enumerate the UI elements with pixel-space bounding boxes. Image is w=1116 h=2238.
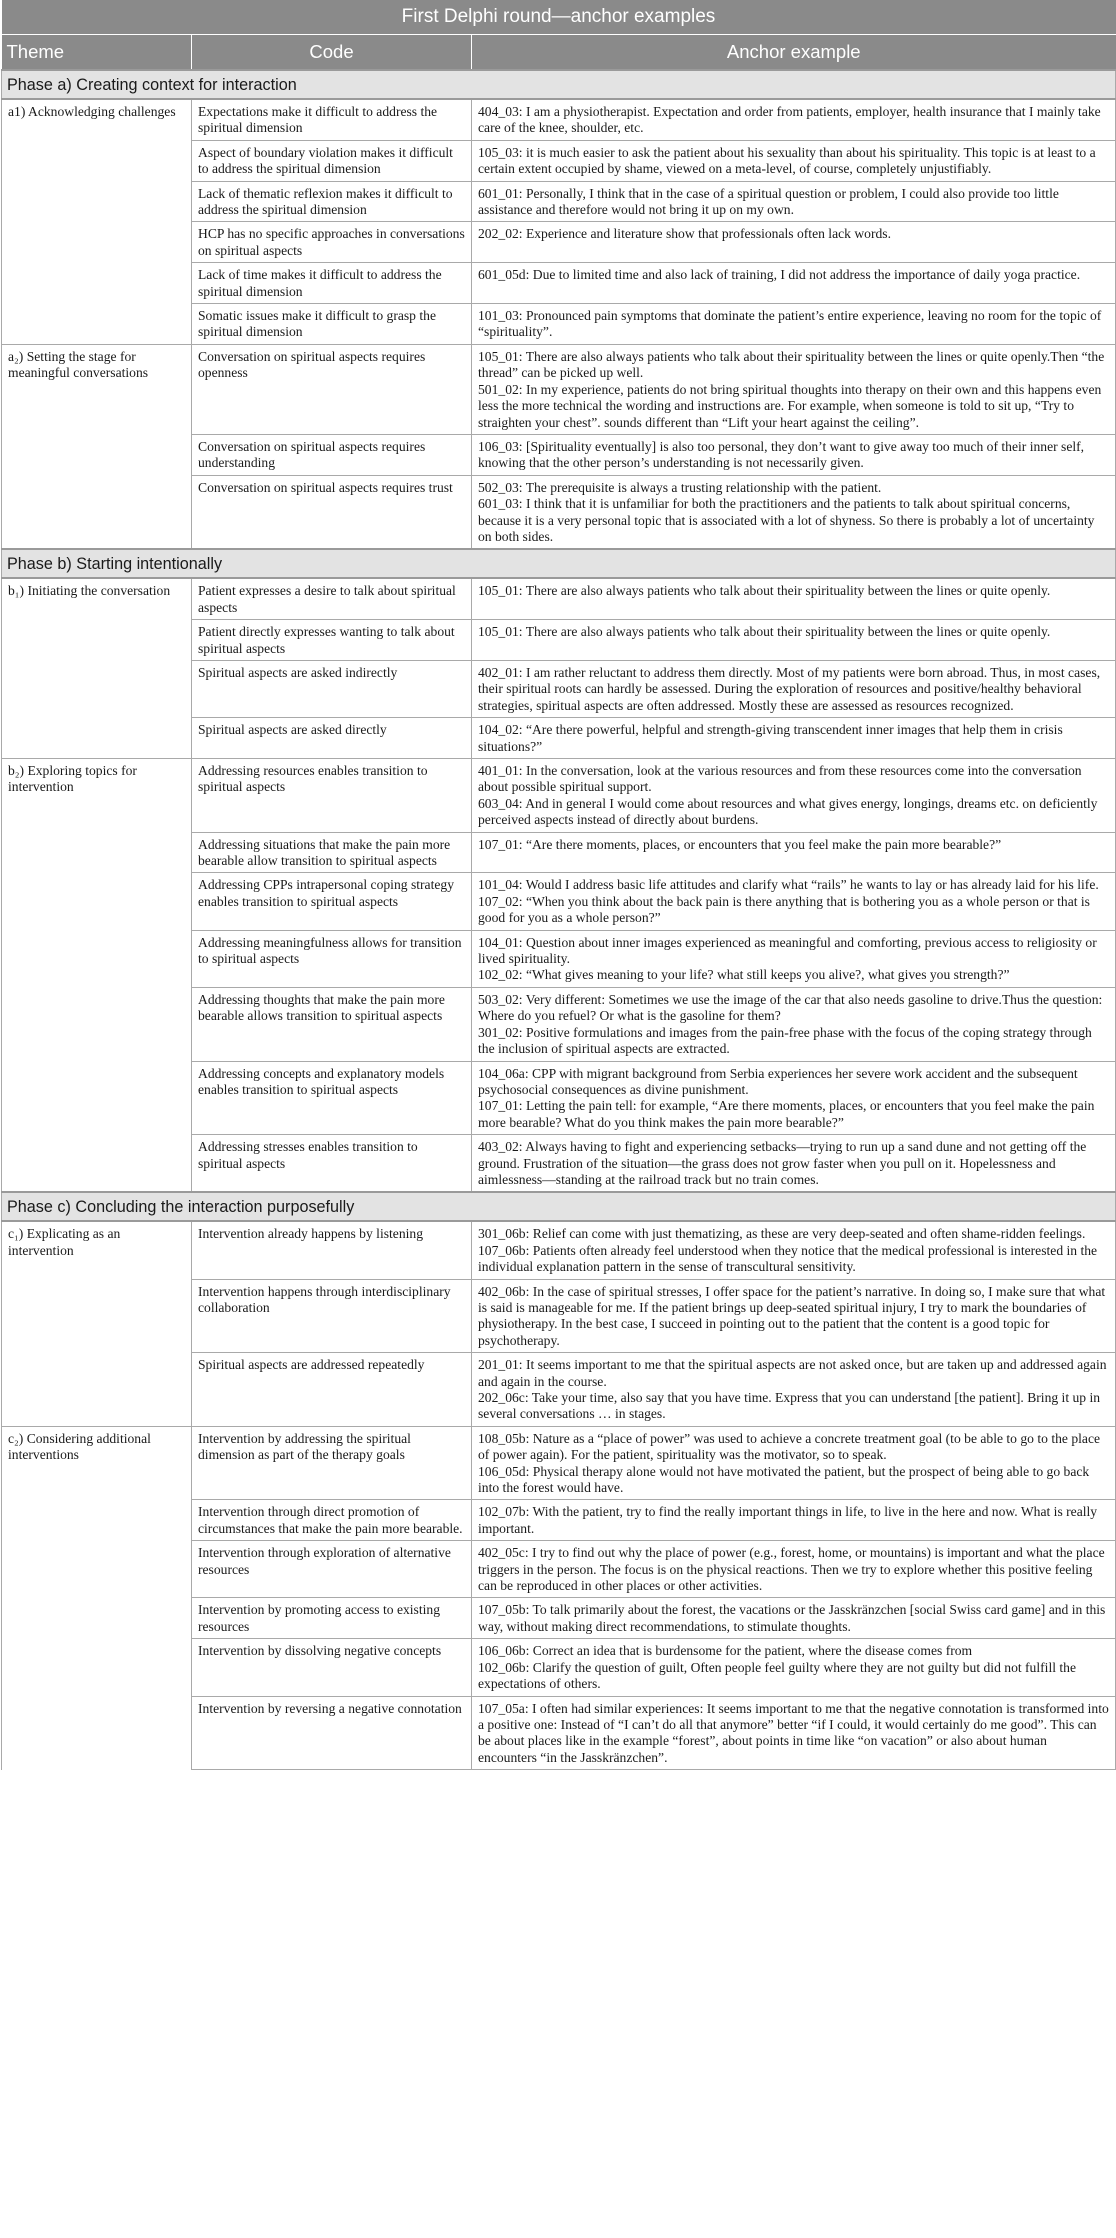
code-cell: Addressing meaningfulness allows for transition to spiritual aspects <box>192 930 472 987</box>
code-cell: HCP has no specific approaches in conversations on spiritual aspects <box>192 222 472 263</box>
anchor-example-text: 202_02: Experience and literature show that professionals often lack words. <box>478 226 891 242</box>
code-cell: Conversation on spiritual aspects requires understanding <box>192 434 472 475</box>
anchor-example-cell <box>472 620 1116 661</box>
table-row <box>2 832 1116 873</box>
table-row <box>2 434 1116 475</box>
code-cell: Lack of time makes it difficult to address the spiritual dimension <box>192 263 472 304</box>
anchor-example-text: 101_03: Pronounced pain symptoms that dominate the patient’s entire experience, leaving no room for the topic of “spirituality”. <box>478 308 1102 340</box>
header-theme: Theme <box>2 35 192 71</box>
table-row <box>2 1061 1116 1135</box>
anchor-example-text: 601_01: Personally, I think that in the case of a spiritual question or problem, I could also provide too little assistance and therefore would not bring it up on my own. <box>478 185 1059 218</box>
theme-cell <box>2 620 192 661</box>
table-row <box>2 578 1116 619</box>
anchor-example-text: 107_05a: I often had similar experiences: It seems important to me that the negative connotation is transformed into a positive one: Instead of “I can’t do all that anymore” better “if I could, it would certainly do me good”. This can be about places like in the example “forest”, about points in time like “on vacation” or also about human encounters “in the Jasskränzchen”. <box>478 1700 1109 1765</box>
anchor-examples-table-container <box>1 0 1115 1770</box>
code-cell: Intervention by addressing the spiritual dimension as part of the therapy goals <box>192 1426 472 1500</box>
anchor-example-text: 107_06b: Patients often already feel understood when they notice that the medical professional is interested in the individual explanation pattern in the sense of transcultural sensitivity. <box>478 1242 1098 1275</box>
anchor-example-text: 402_01: I am rather reluctant to address them directly. Most of my patients were born abroad. Thus, in most cases, their spiritual roots can hardly be assessed. During the exploration of resources and positive/healthy behavioral strategies, spiritual aspects are often addressed. Mostly these are assessed as resources recognized. <box>478 664 1101 713</box>
anchor-example-cell <box>472 873 1116 930</box>
anchor-example-cell <box>472 1426 1116 1500</box>
table-row <box>2 1221 1116 1279</box>
theme-cell: c₁) Explicating as an intervention <box>2 1221 192 1279</box>
table-row <box>2 1279 1116 1353</box>
anchor-example-text: 104_02: “Are there powerful, helpful and strength-giving transcendent inner images that help them in crisis situations?” <box>478 722 1063 754</box>
table-row <box>2 1426 1116 1500</box>
phase-heading: Phase b) Starting intentionally <box>2 549 1116 578</box>
anchor-example-text: 101_04: Would I address basic life attitudes and clarify what “rails” he wants to lay or has already laid for his life. <box>478 877 1099 893</box>
phase-row <box>2 549 1116 578</box>
anchor-example-text: 105_01: There are also always patients who talk about their spirituality between the lines or quite openly.Then “the thread” can be picked up well. <box>478 348 1105 381</box>
table-row <box>2 759 1116 833</box>
anchor-example-text: 106_05d: Physical therapy alone would not have motivated the patient, but the prospect of being able to go back into the forest would have. <box>478 1463 1090 1496</box>
anchor-example-text: 106_06b: Correct an idea that is burdensome for the patient, where the disease comes from <box>478 1643 973 1659</box>
phase-row <box>2 70 1116 99</box>
anchor-example-cell <box>472 99 1116 140</box>
table-row <box>2 181 1116 222</box>
theme-cell <box>2 930 192 987</box>
anchor-example-cell <box>472 1500 1116 1541</box>
header-code: Code <box>192 35 472 71</box>
table-title-row <box>2 0 1116 35</box>
theme-cell <box>2 181 192 222</box>
code-cell: Addressing situations that make the pain more bearable allow transition to spiritual aspects <box>192 832 472 873</box>
table-row <box>2 660 1116 717</box>
anchor-example-text: 105_03: it is much easier to ask the patient about his sexuality than about his spirituality. This topic is at least to a certain extent occupied by shame, viewed on a meta-level, of course, completely unjustifiably. <box>478 144 1096 177</box>
code-cell: Lack of thematic reflexion makes it difficult to address the spiritual dimension <box>192 181 472 222</box>
theme-cell <box>2 1135 192 1193</box>
code-cell: Aspect of boundary violation makes it difficult to address the spiritual dimension <box>192 140 472 181</box>
anchor-example-text: 301_02: Positive formulations and images from the pain-free phase with the focus of the coping strategy through the inclusion of spiritual aspects are extracted. <box>478 1024 1092 1057</box>
anchor-example-text: 401_01: In the conversation, look at the various resources and from these resources come into the conversation about possible spiritual support. <box>478 763 1082 795</box>
anchor-example-cell <box>472 263 1116 304</box>
anchor-examples-table <box>1 0 1116 1770</box>
anchor-example-cell <box>472 140 1116 181</box>
table-row <box>2 718 1116 759</box>
code-cell: Intervention through exploration of alternative resources <box>192 1541 472 1598</box>
table-header-row <box>2 35 1116 71</box>
phase-heading: Phase a) Creating context for interaction <box>2 70 1116 99</box>
code-cell: Somatic issues make it difficult to grasp the spiritual dimension <box>192 304 472 345</box>
anchor-example-text: 108_05b: Nature as a “place of power” was used to achieve a concrete treatment goal (to be able to go to the place of power again). For the patient, spirituality was the motivator, so to speak. <box>478 1430 1101 1463</box>
anchor-example-text: 404_03: I am a physiotherapist. Expectation and order from patients, employer, health insurance that I mainly take care of the knee, shoulder, etc. <box>478 104 1101 136</box>
theme-cell <box>2 660 192 717</box>
anchor-example-cell <box>472 987 1116 1061</box>
anchor-example-text: 107_01: “Are there moments, places, or encounters that you feel make the pain more bearable?” <box>478 836 1002 852</box>
theme-cell: a₂) Setting the stage for meaningful conversations <box>2 344 192 434</box>
theme-cell <box>2 1353 192 1427</box>
theme-cell <box>2 1500 192 1541</box>
code-cell: Intervention by promoting access to existing resources <box>192 1598 472 1639</box>
code-cell: Intervention by reversing a negative connotation <box>192 1696 472 1770</box>
anchor-example-text: 503_02: Very different: Sometimes we use the image of the car that also needs gasoline to drive.Thus the question: Where do you refuel? Or what is the gasoline for them? <box>478 991 1103 1024</box>
theme-cell <box>2 304 192 345</box>
code-cell: Addressing CPPs intrapersonal coping strategy enables transition to spiritual aspects <box>192 873 472 930</box>
anchor-example-text: 601_03: I think that it is unfamiliar for both the practitioners and the patients to talk about spiritual concerns, because it is a very personal topic that is associated with a lot of shyness. So there is probably a lot of uncertainty on both sides. <box>478 496 1095 544</box>
theme-cell <box>2 263 192 304</box>
table-row <box>2 1696 1116 1770</box>
anchor-example-cell <box>472 304 1116 345</box>
theme-cell <box>2 222 192 263</box>
code-cell: Conversation on spiritual aspects requires openness <box>192 344 472 434</box>
table-row <box>2 987 1116 1061</box>
anchor-example-cell <box>472 1061 1116 1135</box>
anchor-example-cell <box>472 930 1116 987</box>
theme-cell <box>2 1061 192 1135</box>
theme-cell <box>2 1541 192 1598</box>
anchor-example-text: 102_07b: With the patient, try to find the really important things in life, to live in the here and now. What is really important. <box>478 1504 1098 1536</box>
header-anchor-example: Anchor example <box>472 35 1116 71</box>
anchor-example-text: 501_02: In my experience, patients do not bring spiritual thoughts into therapy on their own and this happens even less the more technical the wording and instructions are. For example, when someone is told to sit up, “Try to straighten your chest”. sounds different than “Lift your heart against the ceiling”. <box>478 381 1102 430</box>
anchor-example-cell <box>472 660 1116 717</box>
anchor-example-cell <box>472 1221 1116 1279</box>
table-row <box>2 930 1116 987</box>
code-cell: Conversation on spiritual aspects requires trust <box>192 475 472 549</box>
table-row <box>2 1353 1116 1427</box>
table-row <box>2 304 1116 345</box>
phase-row <box>2 1192 1116 1221</box>
code-cell: Intervention by dissolving negative concepts <box>192 1639 472 1696</box>
anchor-example-text: 106_03: [Spirituality eventually] is also too personal, they don’t want to give away too much of their inner self, knowing that the other person’s understanding is not necessarily given. <box>478 438 1085 471</box>
table-row <box>2 222 1116 263</box>
anchor-example-text: 201_01: It seems important to me that the spiritual aspects are not asked once, but are taken up and addressed again and again in the course. <box>478 1357 1107 1389</box>
anchor-example-text: 301_06b: Relief can come with just thematizing, as these are very deep-seated and often shame-ridden feelings. <box>478 1226 1086 1242</box>
table-row <box>2 873 1116 930</box>
anchor-example-text: 102_06b: Clarify the question of guilt, Often people feel guilty where they are not guilty but did not fulfill the expectations of others. <box>478 1659 1076 1692</box>
anchor-example-text: 107_01: Letting the pain tell: for example, “Are there moments, places, or encounters that you feel make the pain more bearable? What do you think makes the pain more bearable?” <box>478 1098 1095 1130</box>
anchor-example-cell <box>472 1696 1116 1770</box>
anchor-example-cell <box>472 434 1116 475</box>
theme-cell <box>2 1279 192 1353</box>
theme-cell <box>2 140 192 181</box>
table-row <box>2 263 1116 304</box>
theme-cell <box>2 718 192 759</box>
anchor-example-cell <box>472 475 1116 549</box>
table-row <box>2 1500 1116 1541</box>
anchor-example-cell <box>472 718 1116 759</box>
anchor-example-text: 105_01: There are also always patients who talk about their spirituality between the lines or quite openly. <box>478 583 1051 599</box>
anchor-example-text: 402_06b: In the case of spiritual stresses, I offer space for the patient’s narrative. In doing so, I make sure that what is said is manageable for me. If the patient brings up deep-seated spiritual injury, I try to mark the boundaries of physiotherapy. In the best case, I succeed in pointing out to the patient that the content is a good topic for psychotherapy. <box>478 1283 1106 1348</box>
code-cell: Addressing concepts and explanatory models enables transition to spiritual aspects <box>192 1061 472 1135</box>
code-cell: Addressing thoughts that make the pain more bearable allows transition to spiritual aspects <box>192 987 472 1061</box>
table-title: First Delphi round—anchor examples <box>2 0 1116 35</box>
table-row <box>2 1135 1116 1193</box>
table-row <box>2 1598 1116 1639</box>
table-body <box>2 70 1116 1770</box>
code-cell: Intervention happens through interdisciplinary collaboration <box>192 1279 472 1353</box>
anchor-example-text: 104_01: Question about inner images experienced as meaningful and comforting, previous access to religiosity or lived spirituality. <box>478 934 1097 967</box>
table-row <box>2 1639 1116 1696</box>
anchor-example-cell <box>472 759 1116 833</box>
code-cell: Intervention already happens by listening <box>192 1221 472 1279</box>
anchor-example-text: 402_05c: I try to find out why the place of power (e.g., forest, home, or mountains) is important and what the place triggers in the person. The focus is on the physical reactions. Then we try to explore whether this positive feeling can be reproduced in other places or other activities. <box>478 1545 1105 1594</box>
anchor-example-text: 105_01: There are also always patients who talk about their spirituality between the lines or quite openly. <box>478 624 1051 640</box>
anchor-example-cell <box>472 344 1116 434</box>
anchor-example-text: 403_02: Always having to fight and experiencing setbacks—trying to run up a sand dune and not getting off the ground. Frustration of the situation—the grass does not grow faster when you pull on it. Hopelessness and aimlessness—standing at the railroad track but no train comes. <box>478 1139 1087 1187</box>
anchor-example-cell <box>472 832 1116 873</box>
table-row <box>2 99 1116 140</box>
theme-cell: c₂) Considering additional interventions <box>2 1426 192 1500</box>
theme-cell <box>2 434 192 475</box>
theme-cell <box>2 475 192 549</box>
anchor-example-cell <box>472 1598 1116 1639</box>
anchor-example-cell <box>472 222 1116 263</box>
anchor-example-cell <box>472 1639 1116 1696</box>
anchor-example-text: 107_02: “When you think about the back pain is there anything that is bothering you as a whole person or that is good for you as a whole person?” <box>478 893 1090 926</box>
anchor-example-cell <box>472 1541 1116 1598</box>
table-row <box>2 620 1116 661</box>
anchor-example-cell <box>472 1353 1116 1427</box>
anchor-example-cell <box>472 181 1116 222</box>
theme-cell: b₁) Initiating the conversation <box>2 578 192 619</box>
code-cell: Expectations make it difficult to address the spiritual dimension <box>192 99 472 140</box>
anchor-example-cell <box>472 1135 1116 1193</box>
code-cell: Spiritual aspects are addressed repeatedly <box>192 1353 472 1427</box>
theme-cell <box>2 873 192 930</box>
theme-cell: a1) Acknowledging challenges <box>2 99 192 140</box>
theme-cell <box>2 1598 192 1639</box>
theme-cell <box>2 987 192 1061</box>
theme-cell <box>2 1696 192 1770</box>
code-cell: Addressing resources enables transition to spiritual aspects <box>192 759 472 833</box>
code-cell: Spiritual aspects are asked indirectly <box>192 660 472 717</box>
table-row <box>2 344 1116 434</box>
anchor-example-text: 107_05b: To talk primarily about the forest, the vacations or the Jasskränzchen [social Swiss card game] and in this way, without making direct recommendations, to stimulate thoughts. <box>478 1602 1106 1634</box>
theme-cell: b₂) Exploring topics for intervention <box>2 759 192 833</box>
anchor-example-cell <box>472 578 1116 619</box>
anchor-example-text: 502_03: The prerequisite is always a trusting relationship with the patient. <box>478 479 882 495</box>
theme-cell <box>2 832 192 873</box>
anchor-example-text: 202_06c: Take your time, also say that you have time. Express that you can understand [the patient]. Bring it up in several conversations … in stages. <box>478 1390 1101 1422</box>
anchor-example-cell <box>472 1279 1116 1353</box>
code-cell: Intervention through direct promotion of circumstances that make the pain more bearable. <box>192 1500 472 1541</box>
anchor-example-text: 603_04: And in general I would come about resources and what gives energy, longings, dreams etc. on deficiently perceived aspects instead of directly about burdens. <box>478 795 1098 828</box>
code-cell: Patient expresses a desire to talk about spiritual aspects <box>192 578 472 619</box>
anchor-example-text: 601_05d: Due to limited time and also lack of training, I did not address the importance of daily yoga practice. <box>478 267 1081 283</box>
phase-heading: Phase c) Concluding the interaction purposefully <box>2 1192 1116 1221</box>
anchor-example-text: 102_02: “What gives meaning to your life? what still keeps you alive?, what gives you strength?” <box>478 967 1010 983</box>
theme-cell <box>2 1639 192 1696</box>
table-row <box>2 475 1116 549</box>
table-row <box>2 1541 1116 1598</box>
code-cell: Patient directly expresses wanting to talk about spiritual aspects <box>192 620 472 661</box>
code-cell: Spiritual aspects are asked directly <box>192 718 472 759</box>
anchor-example-text: 104_06a: CPP with migrant background from Serbia experiences her severe work accident and the subsequent psychosocial consequences as divine punishment. <box>478 1065 1078 1097</box>
code-cell: Addressing stresses enables transition to spiritual aspects <box>192 1135 472 1193</box>
table-row <box>2 140 1116 181</box>
